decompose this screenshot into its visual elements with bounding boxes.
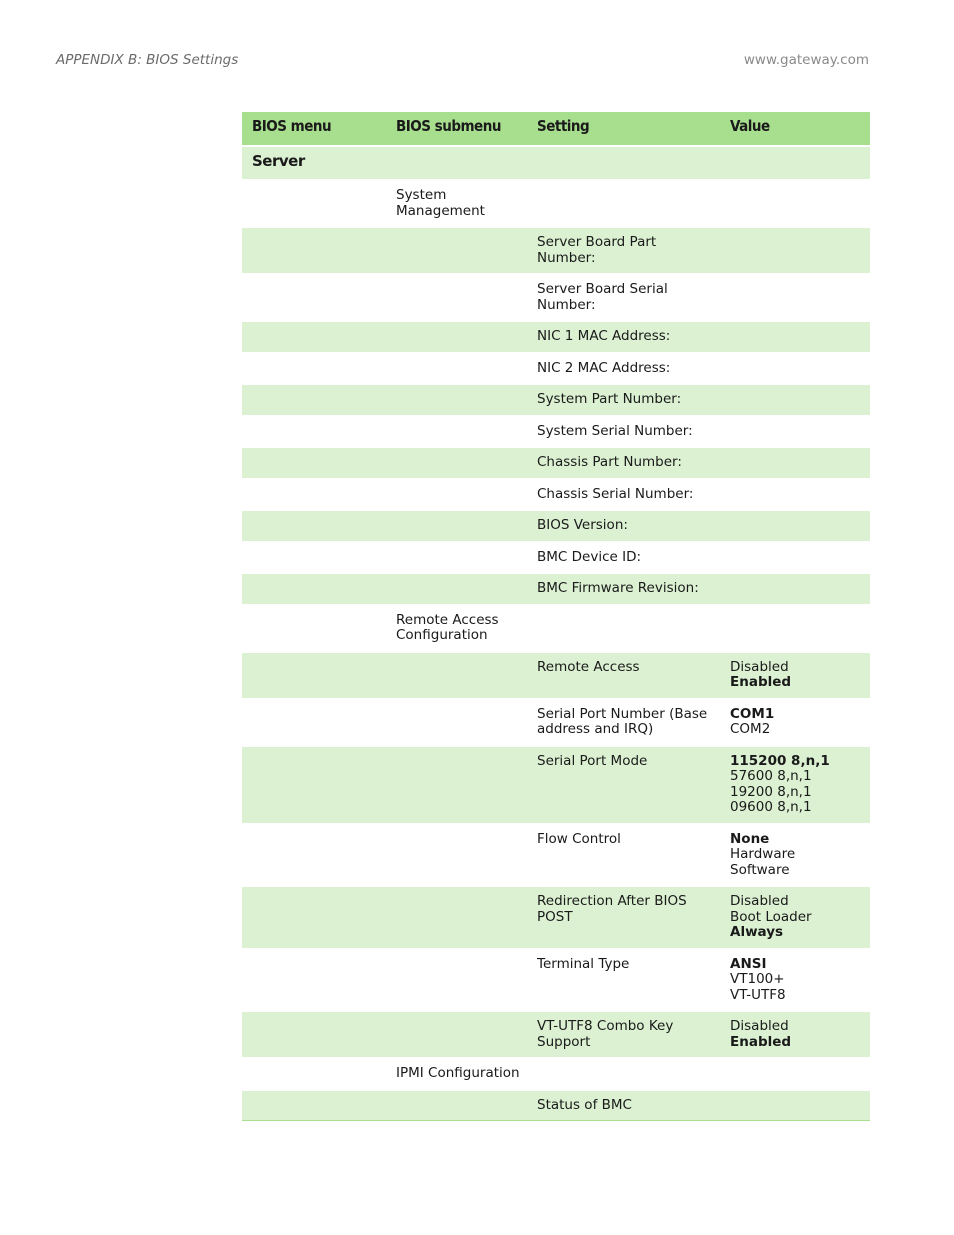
cell-bios-menu [242,321,387,353]
cell-value [723,746,870,824]
cell-bios-menu [242,180,387,227]
cell-value [723,949,870,1012]
cell-bios-menu [242,949,387,1012]
cell-bios-menu [242,573,387,605]
cell-setting [527,180,723,227]
value-option: Software [730,861,790,878]
column-header-bios-menu: BIOS menu [242,112,387,146]
cell-value [723,180,870,227]
cell-bios-menu [242,384,387,416]
value-option: 57600 8,n,1 [730,768,812,784]
cell-setting: BIOS Version: [527,510,723,542]
cell-bios-menu [242,699,387,746]
cell-bios-submenu: IPMI Configuration [387,1058,527,1090]
cell-bios-submenu [387,886,527,949]
cell-bios-submenu [387,573,527,605]
cell-value [723,824,870,887]
cell-bios-menu [242,1011,387,1058]
table-row [242,353,870,385]
cell-bios-menu [242,746,387,824]
value-option: COM1 [730,705,775,722]
column-header-value: Value [723,112,870,146]
cell-setting: System Part Number: [527,384,723,416]
table-body [242,146,870,1121]
cell-bios-submenu [387,699,527,746]
table-row [242,180,870,227]
cell-setting: Serial Port Number (Base address and IRQ) [527,699,723,746]
cell-setting: NIC 1 MAC Address: [527,321,723,353]
cell-bios-menu [242,510,387,542]
cell-value [723,1011,870,1058]
cell-bios-menu [242,1058,387,1090]
value-option: Always [730,924,784,940]
value-option: Enabled [730,1033,792,1050]
cell-value [723,321,870,353]
cell-setting: Flow Control [527,824,723,887]
cell-bios-submenu [387,447,527,479]
cell-setting: Terminal Type [527,949,723,1012]
table-row [242,949,870,1012]
cell-bios-menu [242,416,387,448]
table-row [242,1058,870,1090]
table-row [242,746,870,824]
cell-setting [527,605,723,652]
cell-bios-menu [242,353,387,385]
cell-bios-submenu [387,416,527,448]
cell-bios-menu [242,479,387,511]
cell-value [723,479,870,511]
cell-setting: NIC 2 MAC Address: [527,353,723,385]
table-row [242,416,870,448]
table-row [242,542,870,574]
table-row [242,824,870,887]
value-option: 115200 8,n,1 [730,752,830,769]
cell-value [723,227,870,274]
table-row [242,573,870,605]
cell-setting: Server Board Part Number: [527,227,723,274]
cell-value [723,542,870,574]
cell-setting: VT-UTF8 Combo Key Support [527,1011,723,1058]
cell-value [723,353,870,385]
cell-value [723,1058,870,1090]
column-header-setting: Setting [527,112,723,146]
cell-bios-submenu [387,1011,527,1058]
table-header-row [242,112,870,146]
table-row [242,479,870,511]
cell-bios-menu [242,605,387,652]
value-option: VT100+ [730,971,785,987]
cell-bios-submenu [387,746,527,824]
cell-bios-submenu [387,542,527,574]
value-option: Disabled [730,893,789,909]
cell-value [723,652,870,699]
cell-bios-submenu [387,1090,527,1121]
cell-bios-menu [242,227,387,274]
cell-value [723,699,870,746]
cell-value [723,416,870,448]
bios-settings-table [242,112,870,1121]
cell-value [723,447,870,479]
value-option: COM2 [730,721,771,737]
column-header-bios-submenu: BIOS submenu [387,112,527,146]
value-option: 19200 8,n,1 [730,783,812,800]
cell-bios-submenu: Remote Access Configuration [387,605,527,652]
cell-value [723,510,870,542]
cell-setting: Chassis Serial Number: [527,479,723,511]
value-option: Boot Loader [730,908,812,925]
table-row [242,652,870,699]
page-header-section: APPENDIX B: BIOS Settings [56,52,239,68]
table-row [242,1090,870,1121]
cell-setting: Serial Port Mode [527,746,723,824]
cell-bios-submenu [387,227,527,274]
cell-bios-submenu: System Management [387,180,527,227]
cell-bios-menu [242,542,387,574]
cell-value [723,384,870,416]
cell-bios-menu [242,1090,387,1121]
table-row [242,227,870,274]
cell-value [723,573,870,605]
value-option: 09600 8,n,1 [730,799,812,815]
cell-bios-menu [242,274,387,321]
table-row [242,1011,870,1058]
value-option: Hardware [730,846,796,862]
value-option: Disabled [730,658,789,675]
value-option: VT-UTF8 [730,986,786,1003]
cell-setting: BMC Firmware Revision: [527,573,723,605]
cell-bios-submenu [387,824,527,887]
cell-setting: System Serial Number: [527,416,723,448]
cell-value [723,1090,870,1121]
table-row [242,274,870,321]
cell-bios-menu [242,652,387,699]
cell-setting: Chassis Part Number: [527,447,723,479]
table-row [242,605,870,652]
value-option: Disabled [730,1018,789,1034]
cell-value [723,886,870,949]
cell-value [723,605,870,652]
page-header-url: www.gateway.com [743,52,869,68]
cell-setting: Remote Access [527,652,723,699]
cell-setting: BMC Device ID: [527,542,723,574]
cell-bios-submenu [387,479,527,511]
cell-setting [527,1058,723,1090]
table-row [242,321,870,353]
value-option: Enabled [730,674,792,690]
cell-setting: Server Board Serial Number: [527,274,723,321]
section-row [242,146,870,180]
table-row [242,447,870,479]
cell-value [723,274,870,321]
cell-bios-menu [242,824,387,887]
cell-setting: Redirection After BIOS POST [527,886,723,949]
cell-setting: Status of BMC [527,1090,723,1121]
value-option: ANSI [730,955,767,972]
cell-bios-submenu [387,274,527,321]
cell-bios-submenu [387,321,527,353]
table-row [242,886,870,949]
cell-bios-menu [242,447,387,479]
table-row [242,384,870,416]
cell-bios-submenu [387,652,527,699]
cell-bios-submenu [387,949,527,1012]
cell-bios-submenu [387,384,527,416]
cell-bios-submenu [387,510,527,542]
table-row [242,510,870,542]
value-option: None [730,830,770,847]
cell-bios-submenu [387,353,527,385]
section-label: Server [242,146,387,180]
table-row [242,699,870,746]
cell-bios-menu [242,886,387,949]
